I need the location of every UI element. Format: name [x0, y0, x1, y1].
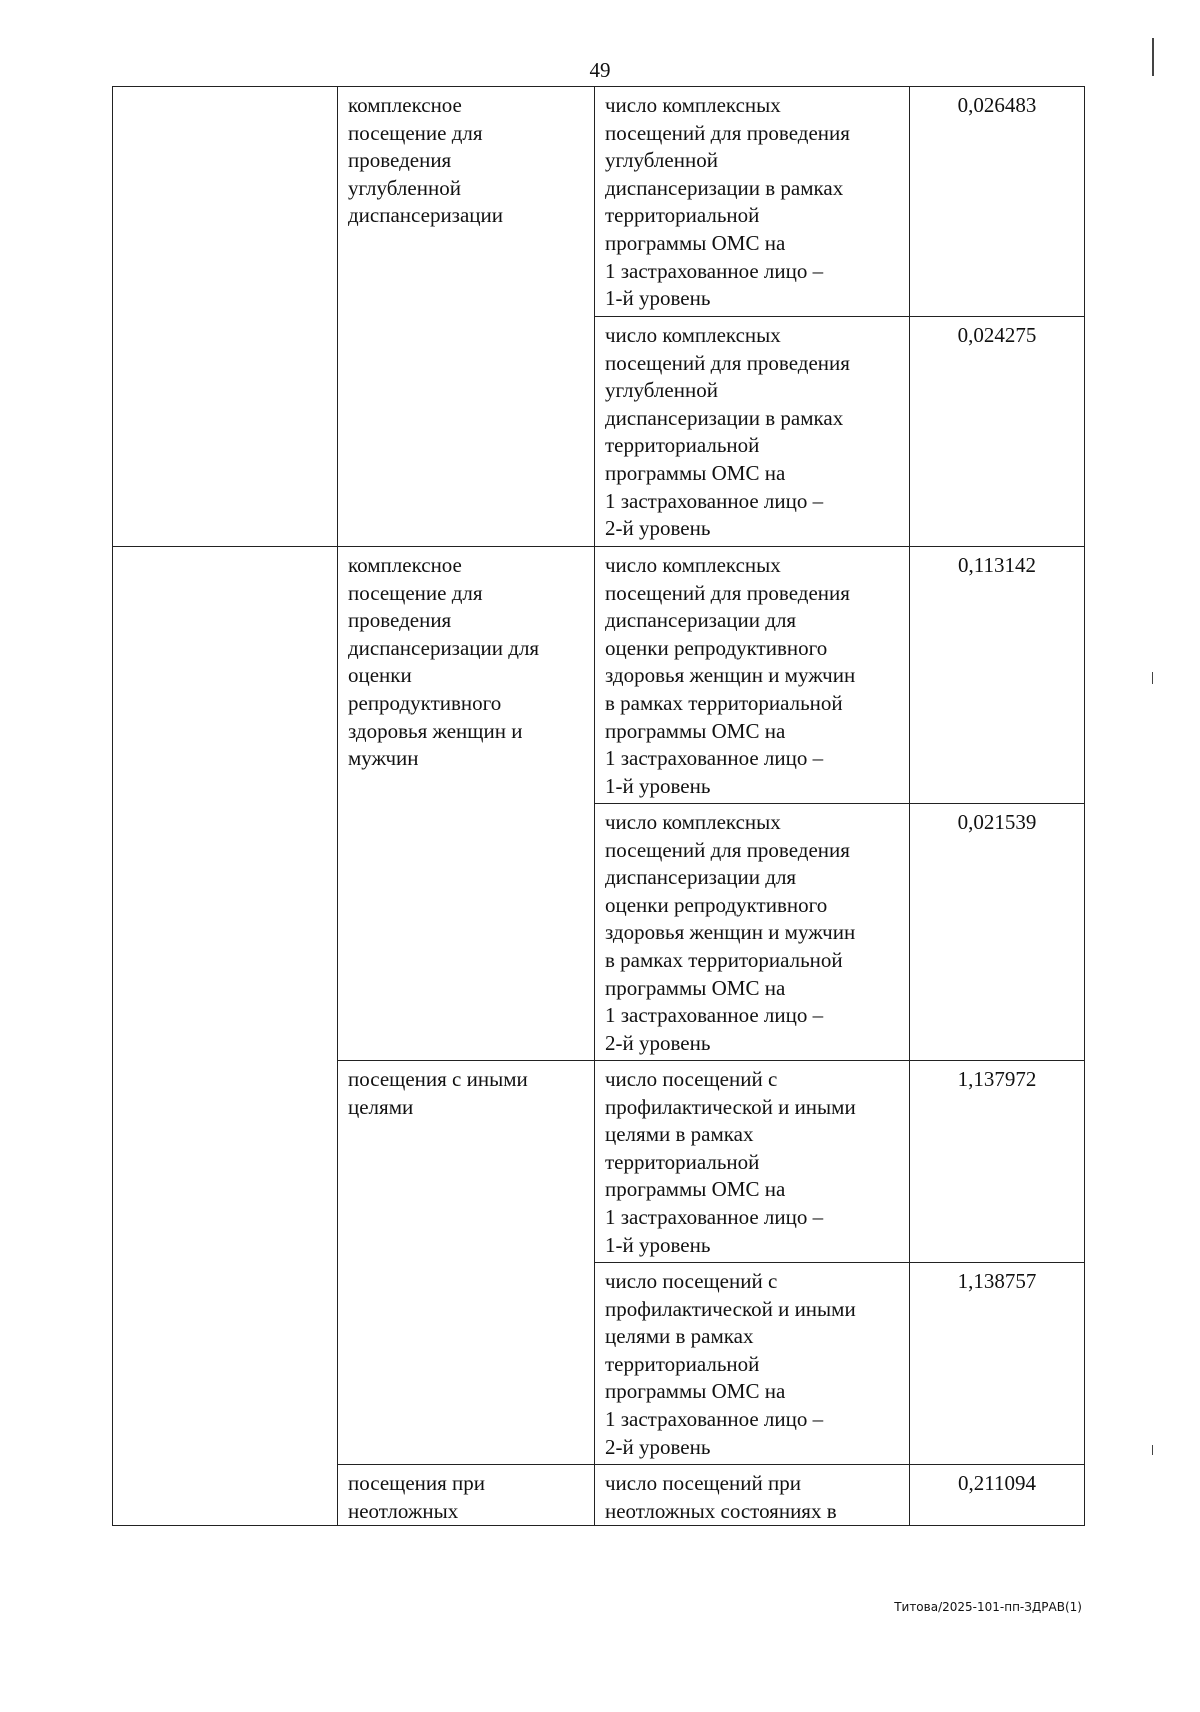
scan-artifact-mark	[1152, 38, 1154, 76]
value-cell	[910, 317, 1085, 547]
scan-artifact-mark	[1152, 1445, 1153, 1455]
indicator-cell	[595, 804, 910, 1061]
page-number: 49	[589, 58, 611, 82]
value-cell	[910, 1465, 1085, 1526]
document-code: Титова/2025-101-пп-ЗДРАВ(1)	[894, 1600, 1082, 1614]
table-row	[113, 87, 1085, 317]
group-label: комплексное посещение для проведения диспансеризации для оценки репродуктивного здоровья женщин и мужчин	[348, 553, 540, 771]
indicator-text: число комплексных посещений для проведения диспансеризации для оценки репродуктивного здоровья женщин и мужчин в рамках территориальной программы ОМС на 1 застрахованное лицо – 1-й уровень	[605, 553, 856, 798]
value-cell	[910, 547, 1085, 804]
value-cell	[910, 804, 1085, 1061]
indicator-cell	[595, 87, 910, 317]
indicator-value: 0,026483	[957, 93, 1037, 117]
indicator-value: 0,024275	[957, 323, 1037, 347]
indicator-value: 0,113142	[958, 553, 1036, 577]
indicators-table	[112, 86, 1085, 1526]
group-label: посещения с иными целями	[348, 1067, 528, 1119]
indicator-value: 1,137972	[957, 1067, 1037, 1091]
value-cell	[910, 1061, 1085, 1263]
value-cell	[910, 87, 1085, 317]
group-label-cell	[338, 1061, 595, 1465]
indicator-text: число посещений с профилактической и иными целями в рамках территориальной программы ОМС на 1 застрахованное лицо – 1-й уровень	[605, 1067, 856, 1257]
section-cell	[113, 547, 338, 1526]
group-label-cell	[338, 547, 595, 1061]
group-label-cell	[338, 87, 595, 547]
group-label-cell	[338, 1465, 595, 1526]
indicator-value: 0,021539	[957, 810, 1037, 834]
scan-artifact-mark	[1152, 672, 1153, 684]
indicator-value: 0,211094	[958, 1471, 1036, 1495]
value-cell	[910, 1263, 1085, 1465]
section-cell	[113, 87, 338, 547]
indicator-cell	[595, 317, 910, 547]
indicator-cell	[595, 1465, 910, 1526]
table-row	[113, 547, 1085, 804]
indicator-text: число комплексных посещений для проведения углубленной диспансеризации в рамках территориальной программы ОМС на 1 застрахованное лицо – 1-й уровень	[605, 93, 850, 311]
indicator-text: число посещений при неотложных состояниях в	[605, 1471, 837, 1523]
indicator-text: число комплексных посещений для проведения диспансеризации для оценки репродуктивного здоровья женщин и мужчин в рамках территориальной программы ОМС на 1 застрахованное лицо – 2-й уровень	[605, 810, 856, 1055]
group-label: комплексное посещение для проведения углубленной диспансеризации	[348, 93, 504, 228]
indicator-cell	[595, 1061, 910, 1263]
indicator-text: число посещений с профилактической и иными целями в рамках территориальной программы ОМС на 1 застрахованное лицо – 2-й уровень	[605, 1269, 856, 1459]
indicator-cell	[595, 1263, 910, 1465]
group-label: посещения при неотложных	[348, 1471, 486, 1523]
indicator-text: число комплексных посещений для проведения углубленной диспансеризации в рамках территориальной программы ОМС на 1 застрахованное лицо – 2-й уровень	[605, 323, 850, 541]
indicator-cell	[595, 547, 910, 804]
indicator-value: 1,138757	[957, 1269, 1037, 1293]
